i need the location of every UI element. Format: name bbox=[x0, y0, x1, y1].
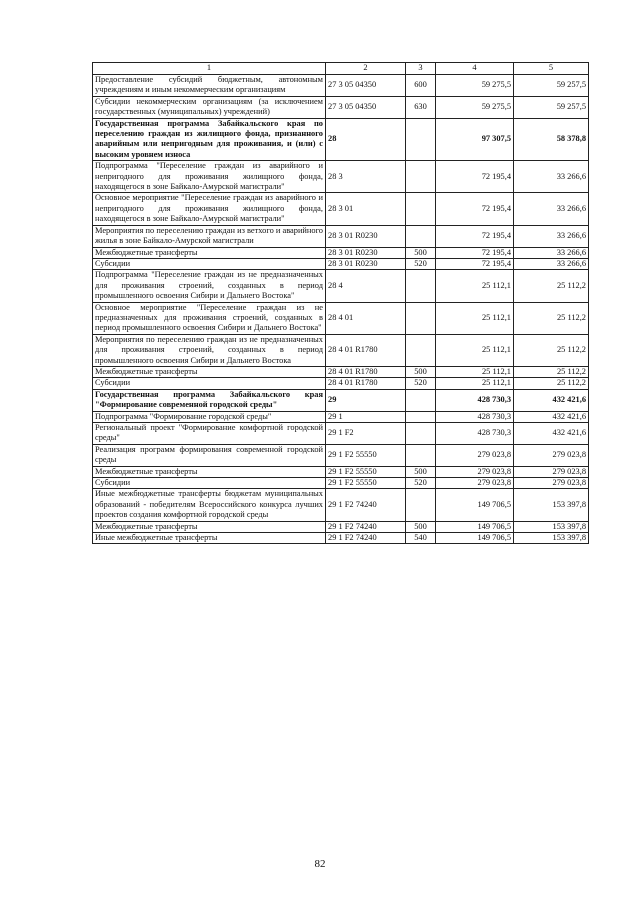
row-name-cell: Субсидии bbox=[93, 378, 326, 389]
row-expense-type-cell: 630 bbox=[406, 96, 436, 118]
row-expense-type-cell: 500 bbox=[406, 366, 436, 377]
table-row bbox=[93, 444, 589, 466]
table-row bbox=[93, 75, 589, 97]
row-code-cell: 29 1 F2 55550 bbox=[326, 478, 406, 489]
row-expense-type-cell: 520 bbox=[406, 478, 436, 489]
row-value-2021-cell: 279 023,8 bbox=[514, 444, 589, 466]
row-value-2021-cell: 432 421,6 bbox=[514, 411, 589, 422]
row-value-2021-cell: 33 266,6 bbox=[514, 193, 589, 225]
row-name-cell: Межбюджетные трансферты bbox=[93, 521, 326, 532]
row-value-2020-cell: 72 195,4 bbox=[436, 225, 514, 247]
row-value-2021-cell: 33 266,6 bbox=[514, 225, 589, 247]
table-row bbox=[93, 466, 589, 477]
row-expense-type-cell: 540 bbox=[406, 533, 436, 544]
table-row bbox=[93, 378, 589, 389]
row-name-cell: Иные межбюджетные трансферты bbox=[93, 533, 326, 544]
row-value-2020-cell: 279 023,8 bbox=[436, 444, 514, 466]
row-value-2021-cell: 153 397,8 bbox=[514, 521, 589, 532]
row-code-cell: 28 4 01 R1780 bbox=[326, 378, 406, 389]
row-value-2020-cell: 279 023,8 bbox=[436, 466, 514, 477]
row-expense-type-cell bbox=[406, 334, 436, 366]
row-value-2020-cell: 149 706,5 bbox=[436, 533, 514, 544]
row-value-2021-cell: 25 112,2 bbox=[514, 270, 589, 302]
row-code-cell: 29 bbox=[326, 389, 406, 411]
page-number: 82 bbox=[314, 858, 326, 870]
row-expense-type-cell bbox=[406, 389, 436, 411]
row-value-2021-cell: 33 266,6 bbox=[514, 247, 589, 258]
row-expense-type-cell bbox=[406, 270, 436, 302]
row-value-2020-cell: 59 275,5 bbox=[436, 96, 514, 118]
row-expense-type-cell: 520 bbox=[406, 258, 436, 269]
row-value-2020-cell: 97 307,5 bbox=[436, 118, 514, 161]
row-name-cell: Государственная программа Забайкальского края "Формирование современной городской среды" bbox=[93, 389, 326, 411]
row-value-2021-cell: 153 397,8 bbox=[514, 489, 589, 521]
table-row bbox=[93, 118, 589, 161]
row-name-cell: Мероприятия по переселению граждан из не предназначенных для проживания строений, созданных в период промышленного освоения Сибири и Дальнего Востока bbox=[93, 334, 326, 366]
row-value-2020-cell: 25 112,1 bbox=[436, 302, 514, 334]
row-name-cell: Субсидии bbox=[93, 478, 326, 489]
row-value-2021-cell: 58 378,8 bbox=[514, 118, 589, 161]
table-row bbox=[93, 334, 589, 366]
row-code-cell: 28 4 01 bbox=[326, 302, 406, 334]
row-value-2020-cell: 72 195,4 bbox=[436, 161, 514, 193]
row-value-2021-cell: 25 112,2 bbox=[514, 366, 589, 377]
row-expense-type-cell bbox=[406, 423, 436, 445]
row-expense-type-cell bbox=[406, 118, 436, 161]
row-name-cell: Основное мероприятие "Переселение граждан из аварийного и непригодного для проживания жилищного фонда, находящегося в зоне Байкало-Амурской магистрали" bbox=[93, 193, 326, 225]
table-header-row bbox=[93, 63, 589, 75]
row-value-2020-cell: 428 730,3 bbox=[436, 389, 514, 411]
row-value-2021-cell: 279 023,8 bbox=[514, 478, 589, 489]
row-expense-type-cell bbox=[406, 411, 436, 422]
table-row bbox=[93, 533, 589, 544]
row-value-2021-cell: 59 257,5 bbox=[514, 75, 589, 97]
table-row bbox=[93, 258, 589, 269]
row-name-cell: Межбюджетные трансферты bbox=[93, 466, 326, 477]
row-code-cell: 29 1 F2 74240 bbox=[326, 489, 406, 521]
row-name-cell: Государственная программа Забайкальского края по переселению граждан из жилищного фонда, признанного аварийным или непригодным для проживания, и (или) с высоким уровнем износа bbox=[93, 118, 326, 161]
column-header-1: 1 bbox=[93, 63, 326, 75]
row-value-2020-cell: 279 023,8 bbox=[436, 478, 514, 489]
table-row bbox=[93, 225, 589, 247]
row-code-cell: 28 3 01 R0230 bbox=[326, 247, 406, 258]
row-code-cell: 29 1 F2 bbox=[326, 423, 406, 445]
row-name-cell: Предоставление субсидий бюджетным, автономным учреждениям и иным некоммерческим организациям bbox=[93, 75, 326, 97]
table-row bbox=[93, 161, 589, 193]
row-value-2021-cell: 279 023,8 bbox=[514, 466, 589, 477]
row-code-cell: 28 3 bbox=[326, 161, 406, 193]
column-header-4: 4 bbox=[436, 63, 514, 75]
row-code-cell: 27 3 05 04350 bbox=[326, 75, 406, 97]
row-code-cell: 28 bbox=[326, 118, 406, 161]
table-row bbox=[93, 389, 589, 411]
row-value-2020-cell: 149 706,5 bbox=[436, 489, 514, 521]
row-value-2021-cell: 33 266,6 bbox=[514, 258, 589, 269]
row-name-cell: Подпрограмма "Переселение граждан из аварийного и непригодного для проживания жилищного фонда, находящегося в зоне Байкало-Амурской магистрали" bbox=[93, 161, 326, 193]
row-name-cell: Субсидии bbox=[93, 258, 326, 269]
budget-table bbox=[92, 62, 589, 544]
table-row bbox=[93, 423, 589, 445]
row-code-cell: 29 1 F2 55550 bbox=[326, 444, 406, 466]
row-value-2021-cell: 25 112,2 bbox=[514, 378, 589, 389]
row-value-2020-cell: 25 112,1 bbox=[436, 334, 514, 366]
table-row bbox=[93, 96, 589, 118]
row-code-cell: 28 3 01 R0230 bbox=[326, 258, 406, 269]
row-name-cell: Региональный проект "Формирование комфортной городской среды" bbox=[93, 423, 326, 445]
row-value-2020-cell: 25 112,1 bbox=[436, 366, 514, 377]
row-expense-type-cell bbox=[406, 193, 436, 225]
row-code-cell: 28 4 01 R1780 bbox=[326, 334, 406, 366]
row-value-2020-cell: 72 195,4 bbox=[436, 258, 514, 269]
row-value-2020-cell: 428 730,3 bbox=[436, 423, 514, 445]
table-row bbox=[93, 478, 589, 489]
table-row bbox=[93, 270, 589, 302]
column-header-5: 5 bbox=[514, 63, 589, 75]
row-expense-type-cell bbox=[406, 225, 436, 247]
row-expense-type-cell bbox=[406, 302, 436, 334]
row-code-cell: 28 4 bbox=[326, 270, 406, 302]
table-row bbox=[93, 247, 589, 258]
row-value-2021-cell: 59 257,5 bbox=[514, 96, 589, 118]
table-row bbox=[93, 521, 589, 532]
row-name-cell: Основное мероприятие "Переселение граждан из не предназначенных для проживания строений, созданных в период промышленного освоения Сибири и Дальнего Востока" bbox=[93, 302, 326, 334]
table-row bbox=[93, 411, 589, 422]
row-name-cell: Межбюджетные трансферты bbox=[93, 247, 326, 258]
table-row bbox=[93, 489, 589, 521]
row-value-2020-cell: 25 112,1 bbox=[436, 378, 514, 389]
row-code-cell: 28 3 01 R0230 bbox=[326, 225, 406, 247]
row-value-2020-cell: 72 195,4 bbox=[436, 247, 514, 258]
table-row bbox=[93, 193, 589, 225]
row-code-cell: 27 3 05 04350 bbox=[326, 96, 406, 118]
row-value-2021-cell: 432 421,6 bbox=[514, 389, 589, 411]
row-name-cell: Подпрограмма "Формирование городской среды" bbox=[93, 411, 326, 422]
row-expense-type-cell bbox=[406, 489, 436, 521]
table-row bbox=[93, 302, 589, 334]
row-name-cell: Подпрограмма "Переселение граждан из не предназначенных для проживания строений, созданных в период промышленного освоения Сибири и Дальнего Востока" bbox=[93, 270, 326, 302]
row-code-cell: 29 1 F2 74240 bbox=[326, 533, 406, 544]
row-code-cell: 29 1 F2 74240 bbox=[326, 521, 406, 532]
row-name-cell: Реализация программ формирования современной городской среды bbox=[93, 444, 326, 466]
row-value-2021-cell: 33 266,6 bbox=[514, 161, 589, 193]
row-value-2021-cell: 25 112,2 bbox=[514, 334, 589, 366]
row-value-2021-cell: 25 112,2 bbox=[514, 302, 589, 334]
row-name-cell: Межбюджетные трансферты bbox=[93, 366, 326, 377]
row-value-2020-cell: 428 730,3 bbox=[436, 411, 514, 422]
row-expense-type-cell: 600 bbox=[406, 75, 436, 97]
column-header-3: 3 bbox=[406, 63, 436, 75]
row-value-2021-cell: 432 421,6 bbox=[514, 423, 589, 445]
row-value-2020-cell: 72 195,4 bbox=[436, 193, 514, 225]
row-value-2020-cell: 59 275,5 bbox=[436, 75, 514, 97]
row-code-cell: 28 4 01 R1780 bbox=[326, 366, 406, 377]
table-row bbox=[93, 366, 589, 377]
row-expense-type-cell: 520 bbox=[406, 378, 436, 389]
row-value-2021-cell: 153 397,8 bbox=[514, 533, 589, 544]
row-expense-type-cell: 500 bbox=[406, 521, 436, 532]
row-name-cell: Субсидии некоммерческим организациям (за исключением государственных (муниципальных) учреждений) bbox=[93, 96, 326, 118]
row-expense-type-cell bbox=[406, 444, 436, 466]
row-value-2020-cell: 25 112,1 bbox=[436, 270, 514, 302]
row-expense-type-cell: 500 bbox=[406, 247, 436, 258]
row-code-cell: 29 1 F2 55550 bbox=[326, 466, 406, 477]
row-expense-type-cell: 500 bbox=[406, 466, 436, 477]
row-code-cell: 29 1 bbox=[326, 411, 406, 422]
row-name-cell: Мероприятия по переселению граждан из ветхого и аварийного жилья в зоне Байкало-Амурской магистрали bbox=[93, 225, 326, 247]
row-expense-type-cell bbox=[406, 161, 436, 193]
row-code-cell: 28 3 01 bbox=[326, 193, 406, 225]
column-header-2: 2 bbox=[326, 63, 406, 75]
row-value-2020-cell: 149 706,5 bbox=[436, 521, 514, 532]
row-name-cell: Иные межбюджетные трансферты бюджетам муниципальных образований - победителям Всероссийского конкурса лучших проектов создания комфортной городской среды bbox=[93, 489, 326, 521]
